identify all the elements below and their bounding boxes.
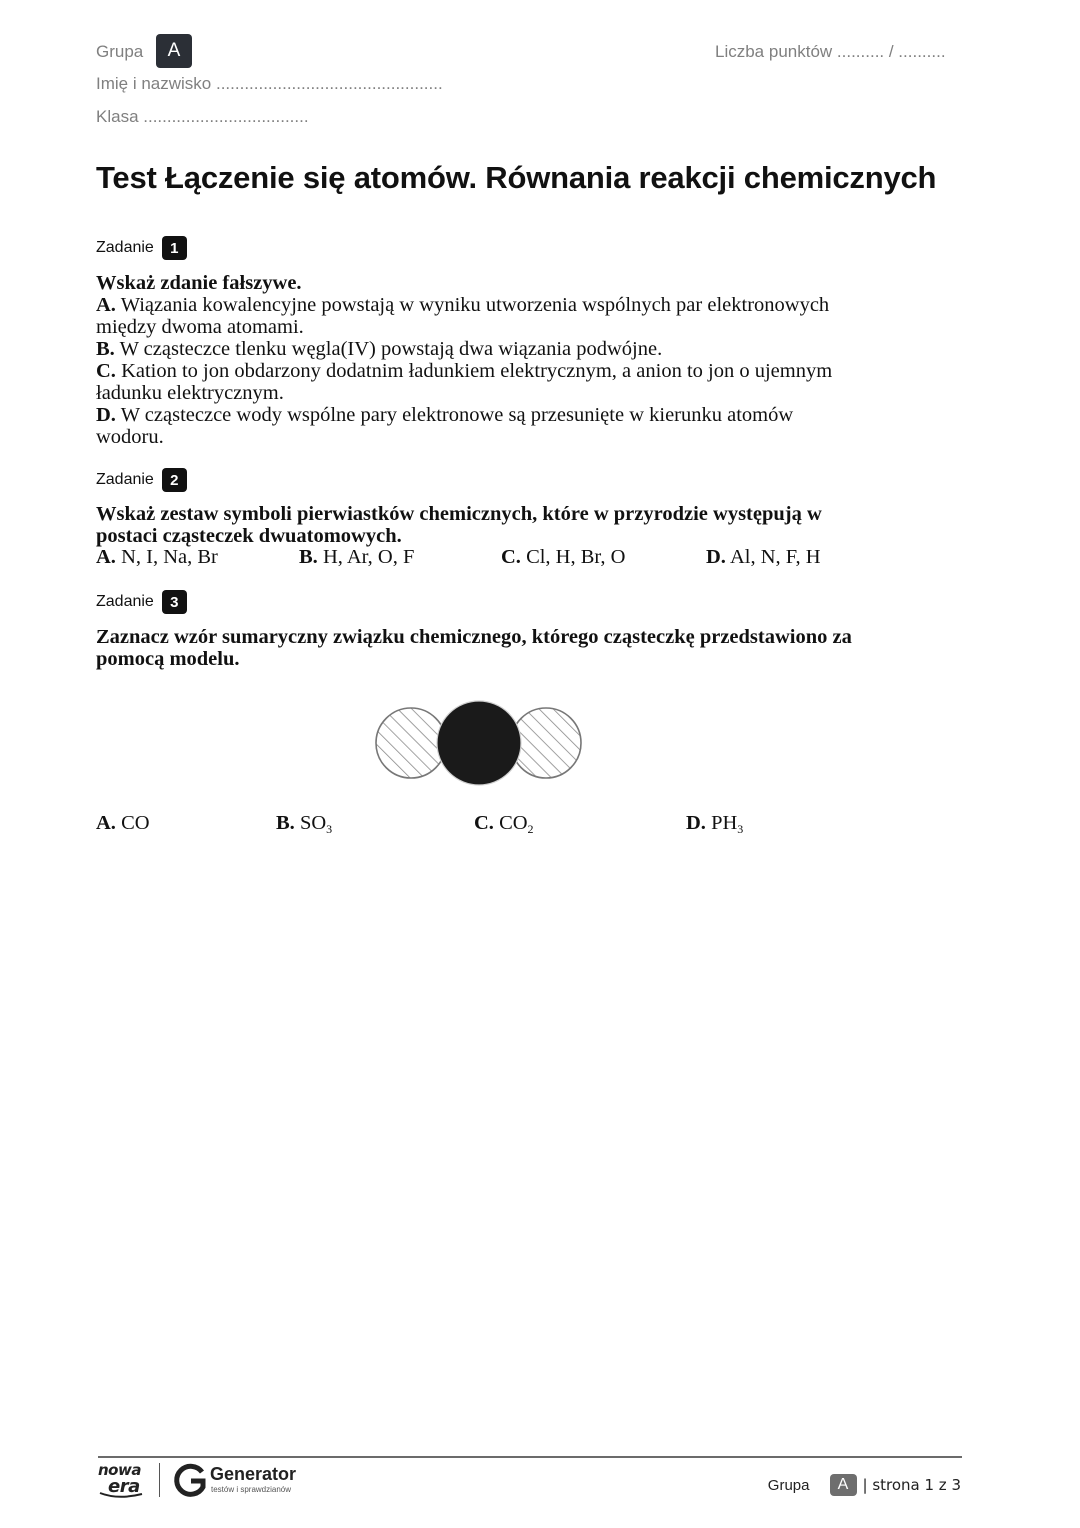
option-formula: PH [711,812,738,834]
option-letter: B. [96,338,115,360]
points-field: Liczba punktów .......... / .......... [715,42,946,61]
task-2-question: Wskaż zestaw symboli pierwiastków chemicznych, które w przyrodzie występują w postaci cząsteczek dwuatomowych. [96,503,822,547]
formula-subscript: 3 [737,822,744,836]
task-3-option-d [686,812,743,837]
footer-group-badge: A [830,1474,857,1496]
generator-subtitle: testów i sprawdzianów [211,1485,292,1494]
group-label: Grupa [96,42,144,61]
option-text: N, I, Na, Br [121,546,218,568]
option-text: Kation to jon obdarzony dodatnim ładunkiem elektrycznym, a anion to jon o ujemnym ładunku elektrycznym. [96,360,833,404]
option-formula: CO [121,812,150,834]
option-letter: D. [96,404,116,426]
footer-divider [98,1456,962,1458]
task-1-body [96,272,866,448]
task-2-option-b [299,546,414,569]
option-formula: CO [499,812,528,834]
task-3-option-c [474,812,534,837]
task-label: Zadanie [96,593,154,610]
task-3-option-a [96,812,150,835]
task-3-option-b [276,812,332,837]
central-atom [437,701,521,785]
task-number-badge: 3 [162,590,187,614]
task-1-option-a [96,294,866,338]
option-letter: A. [96,546,116,568]
option-text: W cząsteczce wody wspólne pary elektronowe są przesunięte w kierunku atomów wodoru. [96,404,794,448]
task-3-header [96,590,187,614]
logo-nowa: nowa [98,1461,141,1479]
option-letter: D. [686,812,706,834]
generator-g-icon [172,1463,208,1499]
task-number-badge: 1 [162,236,187,260]
task-label: Zadanie [96,471,154,488]
task-2-option-d [706,546,821,569]
generator-title: Generator [210,1464,297,1484]
task-1-option-c [96,360,866,404]
task-3-question: Zaznacz wzór sumaryczny związku chemicznego, którego cząsteczkę przedstawiono za pomocą modelu. [96,626,852,670]
task-2-option-c [501,546,625,569]
task-1-question: Wskaż zdanie fałszywe. [96,272,302,294]
option-text: Cl, H, Br, O [526,546,626,568]
option-letter: C. [501,546,521,568]
task-label: Zadanie [96,239,154,256]
task-1-header [96,236,187,260]
option-letter: B. [276,812,295,834]
footer-page-number: | strona 1 z 3 [862,1476,961,1494]
side-atom-left [376,708,446,778]
option-letter: C. [474,812,494,834]
option-text: W cząsteczce tlenku węgla(IV) powstają dwa wiązania podwójne. [119,338,663,360]
page-title: Test Łączenie się atomów. Równania reakcji chemicznych [96,160,937,195]
footer-logo-separator [159,1463,160,1497]
formula-subscript: 2 [527,822,534,836]
task-2-header [96,468,187,492]
footer-group-label: Grupa [767,1476,810,1494]
formula-subscript: 3 [326,822,333,836]
class-field: Klasa ................................... [96,107,309,126]
task-3-body [96,626,876,670]
name-field: Imię i nazwisko ................................................ [96,74,443,93]
group-badge: A [156,34,192,68]
option-text: H, Ar, O, F [322,546,415,568]
option-letter: D. [706,546,726,568]
task-1-option-d [96,404,866,448]
task-number-badge: 2 [162,468,187,492]
option-letter: A. [96,294,116,316]
logo-swoosh-icon [98,1491,148,1499]
option-letter: C. [96,360,116,382]
logo-era: era [108,1476,140,1497]
option-formula: SO [299,812,327,834]
option-letter: A. [96,812,116,834]
option-text: Al, N, F, H [729,546,821,568]
task-2-option-a [96,546,218,569]
task-1-option-b [96,338,866,360]
molecule-model [370,696,590,792]
task-2-body [96,503,856,547]
nowa-era-logo [98,1463,148,1501]
footer-page-info [768,1474,961,1496]
option-letter: B. [299,546,318,568]
option-text: Wiązania kowalencyjne powstają w wyniku utworzenia wspólnych par elektronowych między dwoma atomami. [96,294,830,338]
